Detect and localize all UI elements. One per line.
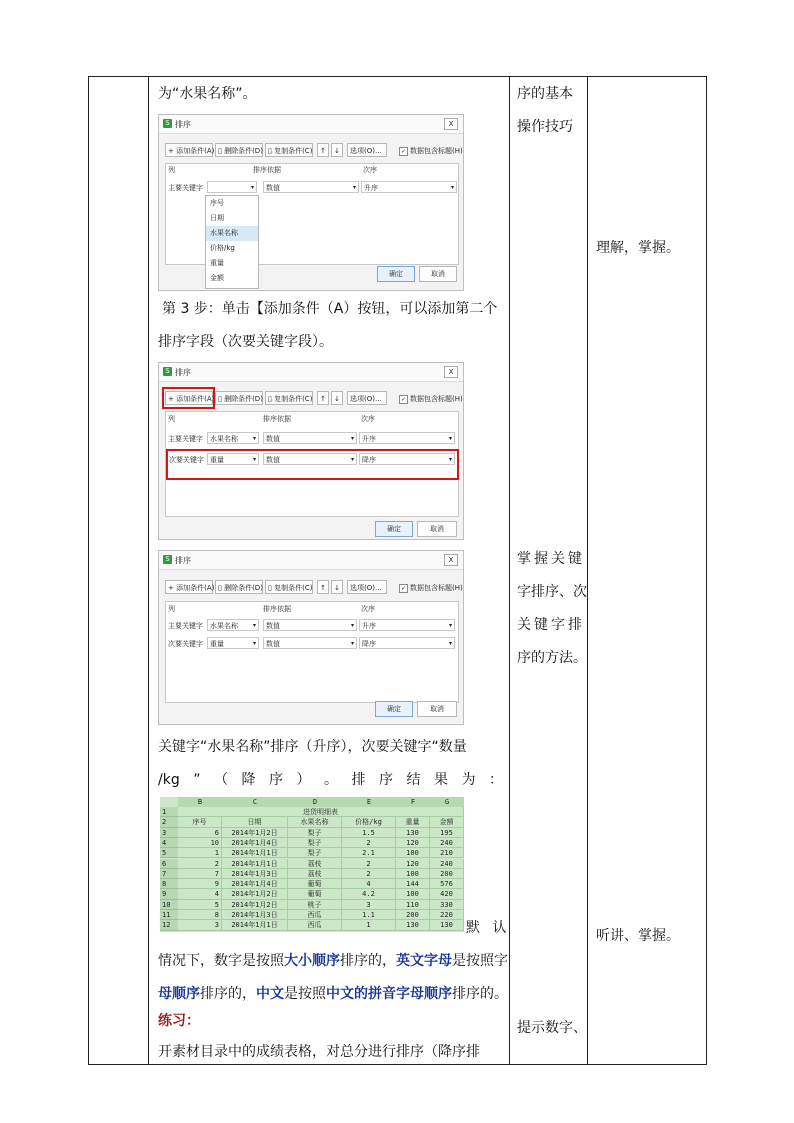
primary-key-select[interactable]: 水果名称 ▾ [207, 619, 259, 631]
sheet-cell: 195 [430, 828, 464, 838]
sheet-cell: 210 [430, 848, 464, 858]
has-header-checkbox[interactable]: ✓ 数据包含标题(H) [400, 147, 463, 155]
secondary-key-label: 次要关键字 [168, 640, 203, 648]
add-condition-button[interactable]: + 添加条件(A) [165, 580, 213, 594]
sheet-cell: 荔枝 [288, 859, 342, 869]
chevron-down-icon: ▾ [250, 184, 254, 191]
options-button[interactable]: 选项(O)... [347, 580, 387, 594]
sort-basis-select[interactable]: 数值 ▾ [263, 619, 357, 631]
text-fragment: 结 [406, 772, 421, 788]
move-up-button[interactable]: ↑ [317, 143, 329, 157]
row-number: 11 [160, 910, 178, 920]
sort-order-select[interactable]: 升序 ▾ [361, 181, 457, 193]
copy-condition-button[interactable]: ▯ 复制条件(C) [265, 143, 313, 157]
sheet-cell: 2014年1月2日 [222, 828, 288, 838]
sheet-cell: 4 [178, 889, 222, 899]
sort-dialog [158, 362, 464, 540]
sheet-cell: 420 [430, 889, 464, 899]
row-number: 7 [160, 869, 178, 879]
goal-text: 掌握关键 [517, 551, 585, 567]
sheet-cell: 130 [396, 828, 430, 838]
sheet-cell: 220 [430, 910, 464, 920]
goal-text: 序的基本 [517, 86, 573, 102]
sheet-cell: 3 [178, 920, 222, 930]
text-fragment: ： [488, 772, 503, 788]
row-number: 2 [160, 817, 178, 827]
sort-basis-select[interactable]: 数值 ▾ [263, 453, 357, 465]
cancel-button[interactable]: 取消 [419, 266, 457, 282]
goal-text: 字排序、次 [517, 584, 587, 600]
sheet-cell: 2014年1月4日 [222, 838, 288, 848]
row-number: 1 [160, 807, 178, 817]
sheet-header: 金额 [430, 817, 464, 827]
column-letter: F [396, 797, 431, 807]
column-letter: B [178, 797, 223, 807]
sheet-cell: 2.1 [342, 848, 396, 858]
column-header: 次序 [361, 415, 375, 423]
chevron-down-icon: ▾ [350, 640, 354, 647]
close-icon[interactable]: X [444, 366, 458, 378]
app-logo-icon: S [163, 119, 172, 128]
chevron-down-icon: ▾ [448, 456, 452, 463]
sheet-header: 日期 [222, 817, 288, 827]
chevron-down-icon: ▾ [252, 640, 256, 647]
table-border [587, 76, 588, 1065]
sort-order-select[interactable]: 降序 ▾ [359, 453, 455, 465]
requirement-text: 理解，掌握。 [596, 240, 680, 256]
goal-text: 序的方法。 [517, 650, 587, 666]
sheet-cell: 2 [342, 859, 396, 869]
sheet-cell: 240 [430, 838, 464, 848]
sheet-header: 重量 [396, 817, 430, 827]
sheet-cell: 120 [396, 838, 430, 848]
secondary-key-label: 次要关键字 [169, 456, 204, 464]
sheet-cell: 梨子 [288, 848, 342, 858]
table-top-border [88, 76, 707, 77]
dropdown-option[interactable]: 价格/kg [210, 244, 235, 252]
sheet-cell: 葡萄 [288, 879, 342, 889]
exercise-label: 练习： [158, 1013, 200, 1029]
has-header-checkbox[interactable]: ✓ 数据包含标题(H) [400, 584, 463, 592]
row-number: 9 [160, 889, 178, 899]
ok-button[interactable]: 确定 [375, 701, 413, 717]
copy-condition-button[interactable]: ▯ 复制条件(C) [265, 580, 313, 594]
text-fragment: 果 [433, 772, 448, 788]
column-header: 次序 [363, 166, 377, 174]
add-condition-button[interactable]: + 添加条件(A) [165, 143, 213, 157]
goal-text: 关键字排 [517, 617, 585, 633]
condition-grid [165, 601, 459, 703]
sort-basis-select[interactable]: 数值 ▾ [263, 181, 359, 193]
paragraph: 第 3 步：单击【添加条件（A）按钮，可以添加第二个 [162, 301, 498, 317]
requirement-text: 听讲、掌握。 [596, 928, 680, 944]
sheet-cell: 200 [430, 869, 464, 879]
sheet-cell: 1.5 [342, 828, 396, 838]
sheet-cell: 4 [342, 879, 396, 889]
move-down-button[interactable]: ↓ [331, 391, 343, 405]
sheet-cell: 8 [178, 910, 222, 920]
primary-key-select[interactable]: 水果名称 ▾ [207, 432, 259, 444]
chevron-down-icon: ▾ [252, 435, 256, 442]
sort-basis-select[interactable]: 数值 ▾ [263, 637, 357, 649]
sheet-header: 价格/kg [342, 817, 396, 827]
move-up-button[interactable]: ↑ [317, 391, 329, 405]
sort-order-select[interactable]: 升序 ▾ [359, 619, 455, 631]
app-logo-icon: S [163, 367, 172, 376]
sheet-cell: 2014年1月2日 [222, 900, 288, 910]
secondary-key-select[interactable]: 重量 ▾ [207, 637, 259, 649]
chevron-down-icon: ▾ [252, 622, 256, 629]
sheet-cell: 100 [396, 869, 430, 879]
sheet-header: 水果名称 [288, 817, 342, 827]
app-logo-icon: S [163, 555, 172, 564]
text-fragment: ” [193, 772, 201, 788]
sheet-cell: 2014年1月3日 [222, 869, 288, 879]
column-header: 列 [168, 415, 175, 423]
goal-text: 提示数字、 [517, 1020, 587, 1036]
sort-dialog [158, 114, 464, 291]
sheet-cell: 梨子 [288, 828, 342, 838]
sheet-cell: 240 [430, 859, 464, 869]
table-border [88, 76, 89, 1065]
sheet-cell: 梨子 [288, 838, 342, 848]
dialog-titlebar [159, 551, 463, 570]
column-header: 次序 [361, 605, 375, 613]
chevron-down-icon: ▾ [450, 184, 454, 191]
paragraph: 母顺序排序的，中文是按照中文的拼音字母顺序排序的。 [158, 986, 508, 1002]
primary-key-select[interactable] [207, 181, 257, 193]
column-letter: E [342, 797, 397, 807]
paragraph: 情况下，数字是按照大小顺序排序的，英文字母是按照字 [158, 953, 508, 969]
paragraph [158, 764, 503, 797]
move-down-button[interactable]: ↓ [331, 580, 343, 594]
cancel-button[interactable]: 取消 [417, 521, 457, 537]
paragraph: 开素材目录中的成绩表格，对总分进行排序（降序排 [158, 1044, 480, 1060]
sort-dialog [158, 550, 464, 725]
cancel-button[interactable]: 取消 [417, 701, 457, 717]
move-up-button[interactable]: ↑ [317, 580, 329, 594]
close-icon[interactable]: X [444, 118, 458, 130]
text-fragment: 序 [268, 772, 283, 788]
primary-key-label: 主要关键字 [168, 622, 203, 630]
column-header: 列 [168, 605, 175, 613]
sheet-cell: 9 [178, 879, 222, 889]
sort-basis-select[interactable]: 数值 ▾ [263, 432, 357, 444]
highlight-box [162, 387, 215, 409]
dialog-title: 排序 [175, 120, 191, 129]
paragraph: 默 认 [466, 920, 511, 936]
dialog-titlebar [159, 363, 463, 382]
copy-condition-button[interactable]: ▯ 复制条件(C) [265, 391, 313, 405]
row-number: 3 [160, 828, 178, 838]
sheet-title: 进货明细表 [178, 807, 464, 817]
sheet-cell: 西瓜 [288, 920, 342, 930]
row-number: 5 [160, 848, 178, 858]
sheet-cell: 2014年1月1日 [222, 920, 288, 930]
text-fragment: 排 [351, 772, 366, 788]
text-fragment: 降 [241, 772, 256, 788]
sheet-cell: 130 [396, 920, 430, 930]
sheet-cell: 130 [430, 920, 464, 930]
chevron-down-icon: ▾ [350, 622, 354, 629]
sheet-cell: 2 [178, 859, 222, 869]
sort-order-select[interactable]: 升序 ▾ [359, 432, 455, 444]
column-dropdown-list[interactable] [205, 195, 259, 289]
text-fragment: 序 [378, 772, 393, 788]
sheet-header: 序号 [178, 817, 222, 827]
dropdown-option[interactable]: 水果名称 [206, 226, 258, 241]
row-number: 8 [160, 879, 178, 889]
delete-condition-button[interactable]: ▯ 删除条件(D) [215, 143, 263, 157]
goal-text: 操作技巧 [517, 119, 573, 135]
sheet-cell: 葡萄 [288, 889, 342, 899]
chevron-down-icon: ▾ [350, 435, 354, 442]
sheet-cell: 2014年1月1日 [222, 859, 288, 869]
sheet-cell: 4.2 [342, 889, 396, 899]
dropdown-option[interactable]: 重量 [210, 259, 224, 267]
primary-key-label: 主要关键字 [168, 435, 203, 443]
sheet-cell: 1 [178, 848, 222, 858]
sheet-cell: 100 [396, 848, 430, 858]
sort-order-select[interactable]: 降序 ▾ [359, 637, 455, 649]
sheet-cell: 2014年1月4日 [222, 879, 288, 889]
sheet-cell: 3 [342, 900, 396, 910]
text-fragment: /kg [158, 772, 180, 788]
chevron-down-icon: ▾ [448, 435, 452, 442]
column-header: 排序依据 [253, 166, 281, 174]
primary-key-label: 主要关键字 [168, 184, 203, 192]
column-header: 排序依据 [263, 605, 291, 613]
sheet-cell: 330 [430, 900, 464, 910]
sheet-cell: 西瓜 [288, 910, 342, 920]
close-icon[interactable]: X [444, 554, 458, 566]
sheet-cell: 100 [396, 889, 430, 899]
delete-condition-button[interactable]: ▯ 删除条件(D) [215, 391, 263, 405]
sheet-cell: 110 [396, 900, 430, 910]
chevron-down-icon: ▾ [448, 622, 452, 629]
sheet-cell: 200 [396, 910, 430, 920]
table-border [706, 76, 707, 1065]
table-border [148, 76, 149, 1065]
chevron-down-icon: ▾ [252, 456, 256, 463]
sheet-cell: 576 [430, 879, 464, 889]
sheet-cell: 2 [342, 838, 396, 848]
delete-condition-button[interactable]: ▯ 删除条件(D) [215, 580, 263, 594]
ok-button[interactable]: 确定 [377, 266, 415, 282]
sheet-cell: 10 [178, 838, 222, 848]
text-fragment: （ [213, 772, 228, 788]
column-header: 列 [168, 166, 175, 174]
sheet-cell: 2014年1月1日 [222, 848, 288, 858]
paragraph: 为“水果名称”。 [158, 86, 257, 102]
sheet-cell: 6 [178, 828, 222, 838]
dropdown-option[interactable]: 金额 [210, 274, 224, 282]
sheet-cell: 7 [178, 869, 222, 879]
chevron-down-icon: ▾ [350, 456, 354, 463]
sheet-cell: 120 [396, 859, 430, 869]
column-letter: D [288, 797, 343, 807]
sheet-cell: 2014年1月2日 [222, 889, 288, 899]
sheet-cell: 144 [396, 879, 430, 889]
sheet-cell: 荔枝 [288, 869, 342, 879]
secondary-key-select[interactable]: 重量 ▾ [207, 453, 259, 465]
dialog-title: 排序 [175, 368, 191, 377]
sorted-result-spreadsheet [160, 797, 464, 932]
sheet-cell: 2 [342, 869, 396, 879]
has-header-checkbox[interactable]: ✓ 数据包含标题(H) [400, 395, 463, 403]
column-letter: G [430, 797, 464, 807]
sheet-cell: 2014年1月3日 [222, 910, 288, 920]
dropdown-option[interactable]: 序号 [210, 199, 224, 207]
options-button[interactable]: 选项(O)... [347, 391, 387, 405]
paragraph: 关键字“水果名称”排序（升序），次要关键字“数量 [158, 739, 467, 755]
column-letter: C [222, 797, 289, 807]
column-header: 排序依据 [263, 415, 291, 423]
sheet-cell: 5 [178, 900, 222, 910]
text-fragment: 。 [323, 772, 338, 788]
row-number: 4 [160, 838, 178, 848]
dialog-title: 排序 [175, 556, 191, 565]
text-fragment: ） [296, 772, 311, 788]
row-number: 6 [160, 859, 178, 869]
dialog-titlebar [159, 115, 463, 134]
sheet-cell: 1 [342, 920, 396, 930]
sheet-cell: 1.1 [342, 910, 396, 920]
chevron-down-icon: ▾ [448, 640, 452, 647]
sheet-cell: 桃子 [288, 900, 342, 910]
move-down-button[interactable]: ↓ [331, 143, 343, 157]
row-number: 10 [160, 900, 178, 910]
row-number: 12 [160, 920, 178, 930]
options-button[interactable]: 选项(O)... [347, 143, 387, 157]
dropdown-option[interactable]: 日期 [210, 214, 224, 222]
paragraph: 排序字段（次要关键字段）。 [158, 334, 333, 350]
ok-button[interactable]: 确定 [375, 521, 413, 537]
add-condition-button[interactable]: + 添加条件(A) [165, 391, 213, 405]
highlight-box [166, 449, 459, 480]
text-fragment: 为 [461, 772, 476, 788]
chevron-down-icon: ▾ [352, 184, 356, 191]
